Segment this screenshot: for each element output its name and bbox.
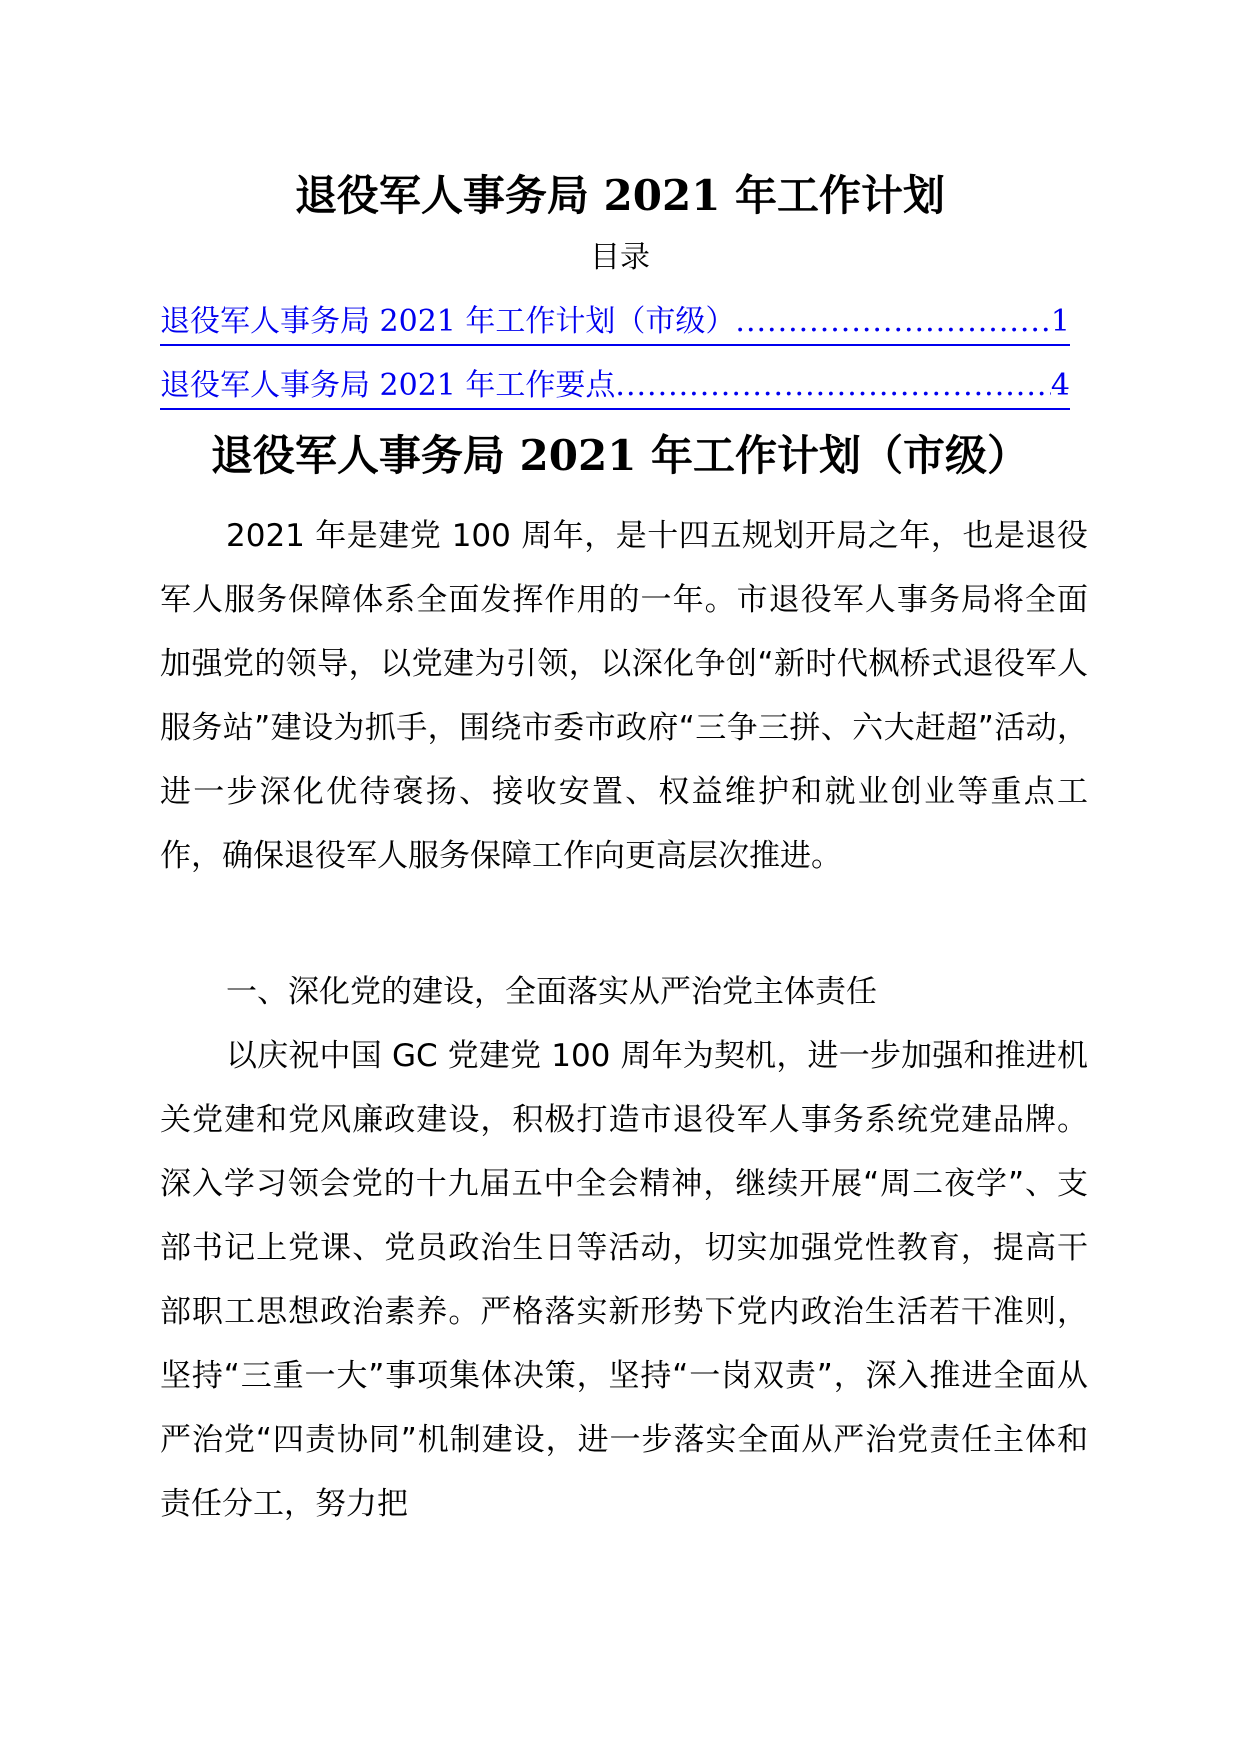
toc-page-number: 1 (1050, 304, 1070, 339)
toc-link-plan[interactable] (160, 300, 1070, 346)
toc-link-key-points[interactable] (160, 364, 1070, 410)
toc-link-text: 退役军人事务局 2021 年工作要点 (160, 368, 616, 403)
subsection-heading: 一、深化党的建设，全面落实从严治党主体责任 (226, 974, 877, 1010)
document-title: 退役军人事务局 2021 年工作计划 (294, 171, 946, 220)
toc-leader-dots (735, 300, 1050, 344)
intro-paragraph: 2021 年是建党 100 周年，是十四五规划开局之年，也是退役军人服务保障体系全面发挥作用的一年。市退役军人事务局将全面加强党的领导，以党建为引领，以深化争创“新时代枫桥式退役军人服务站”建设为抓手，围绕市委市政府“三争三拼、六大赶超”活动，进一步深化优待褒扬、接收安置、权益维护和就业创业等重点工作，确保退役军人服务保障工作向更高层次推进。 (160, 518, 1088, 874)
toc-heading: 目录 (590, 240, 650, 275)
toc-leader-dots (615, 364, 1050, 408)
section-title: 退役军人事务局 2021 年工作计划（市级） (210, 431, 1030, 480)
toc-page-number: 4 (1050, 368, 1070, 403)
toc-link-text: 退役军人事务局 2021 年工作计划（市级） (160, 304, 736, 339)
body-paragraph: 以庆祝中国 GC 党建党 100 周年为契机，进一步加强和推进机关党建和党风廉政建设，积极打造市退役军人事务系统党建品牌。深入学习领会党的十九届五中全会精神，继续开展“周二夜学”、支部书记上党课、党员政治生日等活动，切实加强党性教育，提高干部职工思想政治素养。严格落实新形势下党内政治生活若干准则，坚持“三重一大”事项集体决策，坚持“一岗双责”，深入推进全面从严治党“四责协同”机制建设，进一步落实全面从严治党责任主体和责任分工，努力把 (160, 1038, 1088, 1522)
